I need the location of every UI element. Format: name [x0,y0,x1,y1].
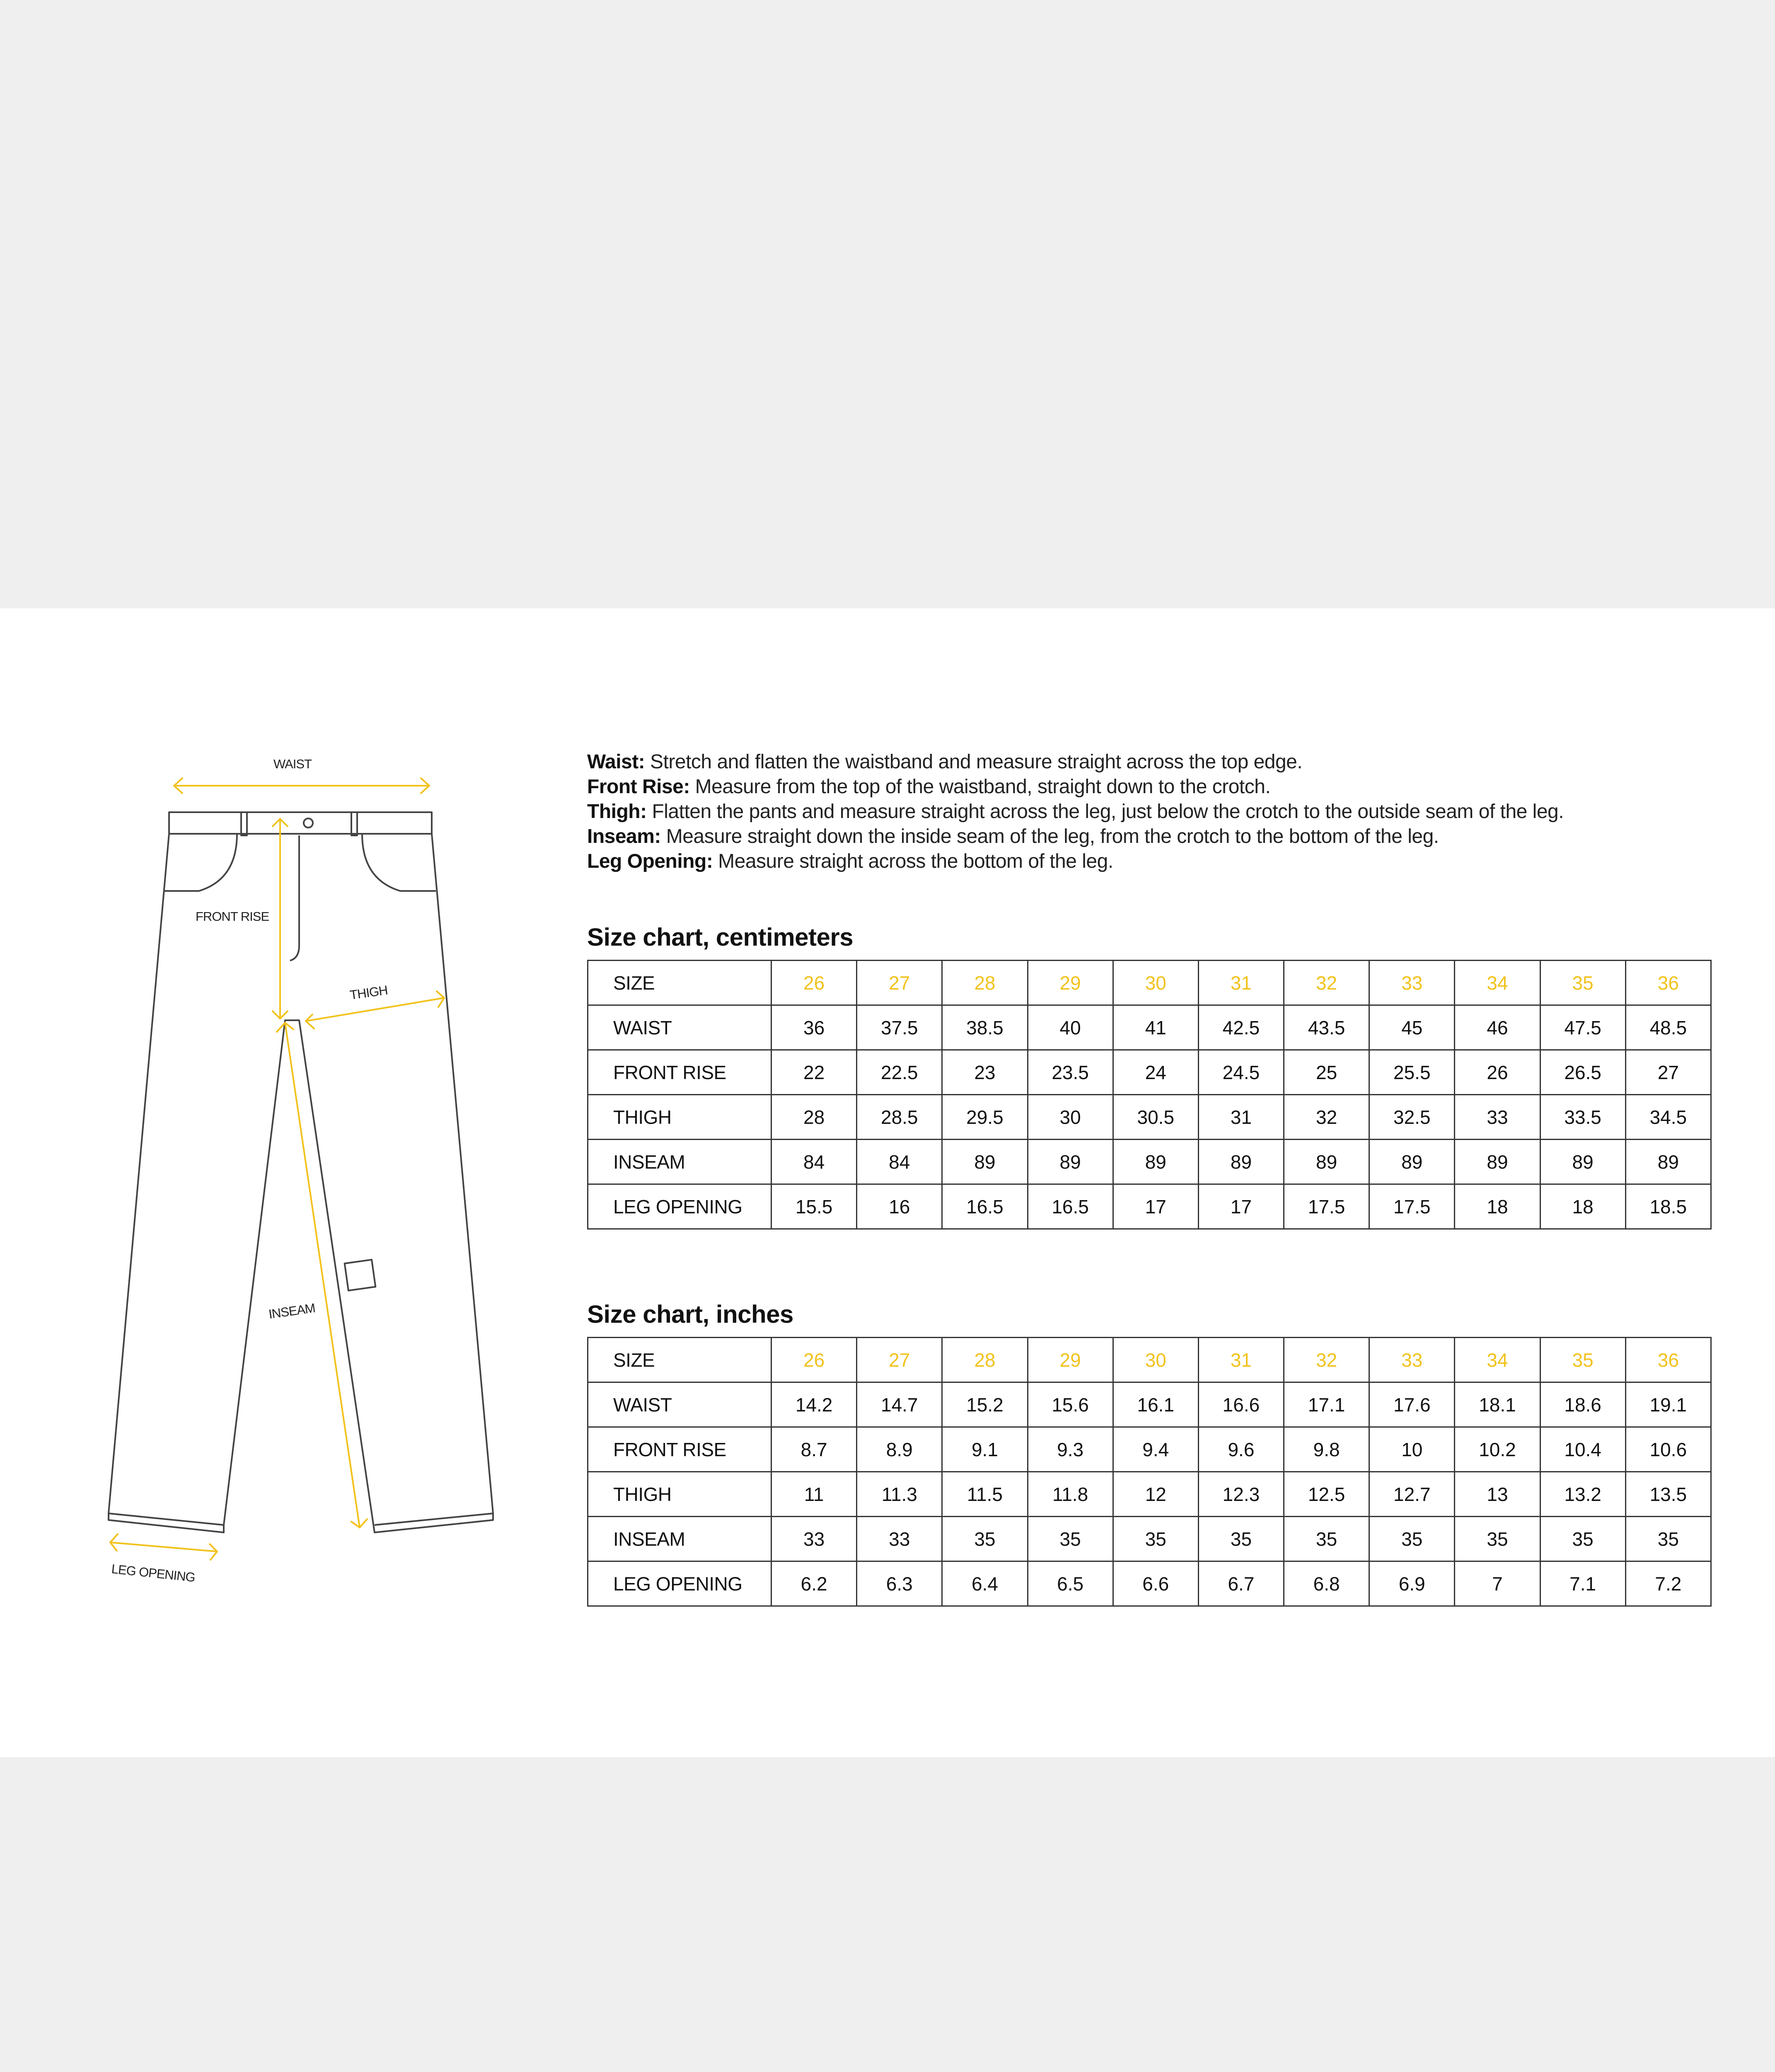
table-cell: 6.8 [1284,1561,1369,1606]
table-row [588,1338,1711,1382]
inseam-label: INSEAM [268,1300,316,1322]
row-label: WAIST [588,1382,771,1427]
table-cell: 26.5 [1540,1050,1625,1095]
table-cell: 40 [1028,1005,1113,1050]
size-header-cell: 32 [1284,1338,1369,1382]
table-cell: 36 [771,1005,857,1050]
size-header-cell: 31 [1198,1338,1284,1382]
table-row [588,1095,1711,1140]
table-cell: 17 [1113,1184,1198,1229]
table-cell: 43.5 [1284,1005,1369,1050]
size-header-cell: 28 [942,1338,1028,1382]
table-cell: 35 [1113,1517,1198,1561]
table-cell: 19.1 [1625,1382,1711,1427]
table-row [588,1184,1711,1229]
table-cell: 28.5 [857,1095,942,1140]
size-header-cell: 35 [1540,1338,1625,1382]
table-row [588,1382,1711,1427]
table-cell: 14.2 [771,1382,857,1427]
table-cell: 18.6 [1540,1382,1625,1427]
row-label: THIGH [588,1095,771,1140]
table-cell: 15.5 [771,1184,857,1229]
table-cell: 23 [942,1050,1028,1095]
table-cell: 30.5 [1113,1095,1198,1140]
table-cell: 6.3 [857,1561,942,1606]
table-cell: 15.6 [1028,1382,1113,1427]
size-header-cell: 26 [771,1338,857,1382]
table-cell: 32 [1284,1095,1369,1140]
table-cell: 89 [1198,1140,1284,1184]
table-row [588,961,1711,1005]
row-label: FRONT RISE [588,1427,771,1472]
table-cell: 37.5 [857,1005,942,1050]
table-cell: 32.5 [1369,1095,1455,1140]
table-cell: 35 [1198,1517,1284,1561]
table-row [588,1050,1711,1095]
table-cell: 11.3 [857,1472,942,1517]
table-cell: 35 [942,1517,1028,1561]
table-cell: 16.5 [1028,1184,1113,1229]
size-header-cell: 35 [1540,961,1625,1005]
table-cell: 6.7 [1198,1561,1284,1606]
table-cell: 13.2 [1540,1472,1625,1517]
table-cell: 89 [1540,1140,1625,1184]
table-cell: 7 [1455,1561,1540,1606]
row-label: THIGH [588,1472,771,1517]
size-header-cell: 32 [1284,961,1369,1005]
table-cell: 25 [1284,1050,1369,1095]
table-cell: 29.5 [942,1095,1028,1140]
instruction-leg-opening: Leg Opening: Measure straight across the bottom of the leg. [587,850,1113,872]
table-cell: 22 [771,1050,857,1095]
table-cell: 18.5 [1625,1184,1711,1229]
thigh-label: THIGH [349,983,389,1002]
table-cell: 10.4 [1540,1427,1625,1472]
instruction-front-rise: Front Rise: Measure from the top of the waistband, straight down to the crotch. [587,776,1271,798]
table-cell: 10.6 [1625,1427,1711,1472]
table-cell: 42.5 [1198,1005,1284,1050]
table-row [588,1561,1711,1606]
table-cell: 6.5 [1028,1561,1113,1606]
table-cell: 11 [771,1472,857,1517]
table-cell: 17 [1198,1184,1284,1229]
table-cell: 47.5 [1540,1005,1625,1050]
table-cell: 48.5 [1625,1005,1711,1050]
table-cell: 10.2 [1455,1427,1540,1472]
table-cell: 16 [857,1184,942,1229]
size-header-cell: 34 [1455,1338,1540,1382]
size-chart-inches [587,1302,1712,1607]
size-header-cell: 29 [1028,961,1113,1005]
table-row [588,1472,1711,1517]
size-header-cell: 36 [1625,961,1711,1005]
row-label: SIZE [588,961,771,1005]
table-cell: 38.5 [942,1005,1028,1050]
table-cell: 16.5 [942,1184,1028,1229]
table-cell: 17.5 [1284,1184,1369,1229]
table-cell: 89 [1455,1140,1540,1184]
size-header-cell: 31 [1198,961,1284,1005]
table-cell: 35 [1455,1517,1540,1561]
front-rise-label: FRONT RISE [196,909,269,924]
table-cell: 41 [1113,1005,1198,1050]
table-cell: 26 [1455,1050,1540,1095]
size-header-cell: 28 [942,961,1028,1005]
row-label: FRONT RISE [588,1050,771,1095]
table-cell: 34.5 [1625,1095,1711,1140]
table-cell: 22.5 [857,1050,942,1095]
table-cell: 17.1 [1284,1382,1369,1427]
measurement-instructions [587,750,1706,874]
leg-opening-label: LEG OPENING [111,1561,196,1585]
table-cell: 27 [1625,1050,1711,1095]
size-header-cell: 34 [1455,961,1540,1005]
table-cell: 89 [1369,1140,1455,1184]
table-cell: 12.3 [1198,1472,1284,1517]
table-cell: 89 [1028,1140,1113,1184]
table-cell: 6.4 [942,1561,1028,1606]
table-cell: 33.5 [1540,1095,1625,1140]
table-cell: 18 [1540,1184,1625,1229]
table-row [588,1005,1711,1050]
table-row [588,1427,1711,1472]
size-header-cell: 30 [1113,961,1198,1005]
table-cell: 16.1 [1113,1382,1198,1427]
table-cell: 9.4 [1113,1427,1198,1472]
table-cell: 14.7 [857,1382,942,1427]
size-header-cell: 27 [857,1338,942,1382]
size-header-cell: 27 [857,961,942,1005]
table-cell: 15.2 [942,1382,1028,1427]
table-cell: 18.1 [1455,1382,1540,1427]
table-cell: 12.7 [1369,1472,1455,1517]
table-cell: 9.3 [1028,1427,1113,1472]
size-chart-cm-title: Size chart, centimeters [587,923,854,951]
table-cell: 35 [1284,1517,1369,1561]
row-label: WAIST [588,1005,771,1050]
size-header-cell: 29 [1028,1338,1113,1382]
table-cell: 33 [771,1517,857,1561]
table-cell: 18 [1455,1184,1540,1229]
table-cell: 33 [857,1517,942,1561]
table-cell: 8.9 [857,1427,942,1472]
table-cell: 13.5 [1625,1472,1711,1517]
waist-label: WAIST [273,757,312,771]
table-cell: 10 [1369,1427,1455,1472]
table-cell: 7.2 [1625,1561,1711,1606]
measurement-labels [111,757,388,1585]
instruction-thigh: Thigh: Flatten the pants and measure straight across the leg, just below the crotch to the outside seam of the leg. [587,801,1564,823]
size-chart-centimeters [587,925,1712,1230]
size-header-cell: 33 [1369,961,1455,1005]
table-cell: 84 [771,1140,857,1184]
table-cell: 6.6 [1113,1561,1198,1606]
table-cell: 24 [1113,1050,1198,1095]
row-label: SIZE [588,1338,771,1382]
table-cell: 89 [1113,1140,1198,1184]
table-cell: 17.6 [1369,1382,1455,1427]
table-row [588,1517,1711,1561]
table-cell: 35 [1028,1517,1113,1561]
table-cell: 23.5 [1028,1050,1113,1095]
instruction-inseam: Inseam: Measure straight down the inside seam of the leg, from the crotch to the bottom of the leg. [587,825,1439,847]
measurement-lines [110,778,444,1560]
table-cell: 35 [1369,1517,1455,1561]
size-header-cell: 33 [1369,1338,1455,1382]
table-cell: 9.6 [1198,1427,1284,1472]
table-cell: 9.1 [942,1427,1028,1472]
row-label: LEG OPENING [588,1184,771,1229]
pants-measurement-diagram [0,608,539,1757]
size-chart-in-title: Size chart, inches [587,1300,793,1328]
size-header-cell: 36 [1625,1338,1711,1382]
size-table-in [587,1337,1712,1607]
table-cell: 25.5 [1369,1050,1455,1095]
table-cell: 9.8 [1284,1427,1369,1472]
table-cell: 28 [771,1095,857,1140]
table-cell: 12 [1113,1472,1198,1517]
table-cell: 35 [1625,1517,1711,1561]
table-cell: 6.2 [771,1561,857,1606]
table-cell: 7.1 [1540,1561,1625,1606]
table-cell: 17.5 [1369,1184,1455,1229]
table-cell: 31 [1198,1095,1284,1140]
instruction-waist: Waist: Stretch and flatten the waistband and measure straight across the top edge. [587,751,1303,773]
size-guide-panel [0,608,1775,1757]
row-label: INSEAM [588,1517,771,1561]
size-table-cm [587,960,1712,1230]
table-cell: 84 [857,1140,942,1184]
table-cell: 12.5 [1284,1472,1369,1517]
table-cell: 45 [1369,1005,1455,1050]
table-cell: 8.7 [771,1427,857,1472]
table-cell: 33 [1455,1095,1540,1140]
table-cell: 11.5 [942,1472,1028,1517]
table-cell: 13 [1455,1472,1540,1517]
table-row [588,1140,1711,1184]
table-cell: 35 [1540,1517,1625,1561]
row-label: INSEAM [588,1140,771,1184]
table-cell: 30 [1028,1095,1113,1140]
table-cell: 16.6 [1198,1382,1284,1427]
row-label: LEG OPENING [588,1561,771,1606]
table-cell: 11.8 [1028,1472,1113,1517]
pants-outline [109,812,493,1532]
size-header-cell: 30 [1113,1338,1198,1382]
table-cell: 46 [1455,1005,1540,1050]
size-header-cell: 26 [771,961,857,1005]
table-cell: 6.9 [1369,1561,1455,1606]
table-cell: 89 [1625,1140,1711,1184]
table-cell: 89 [942,1140,1028,1184]
table-cell: 89 [1284,1140,1369,1184]
table-cell: 24.5 [1198,1050,1284,1095]
